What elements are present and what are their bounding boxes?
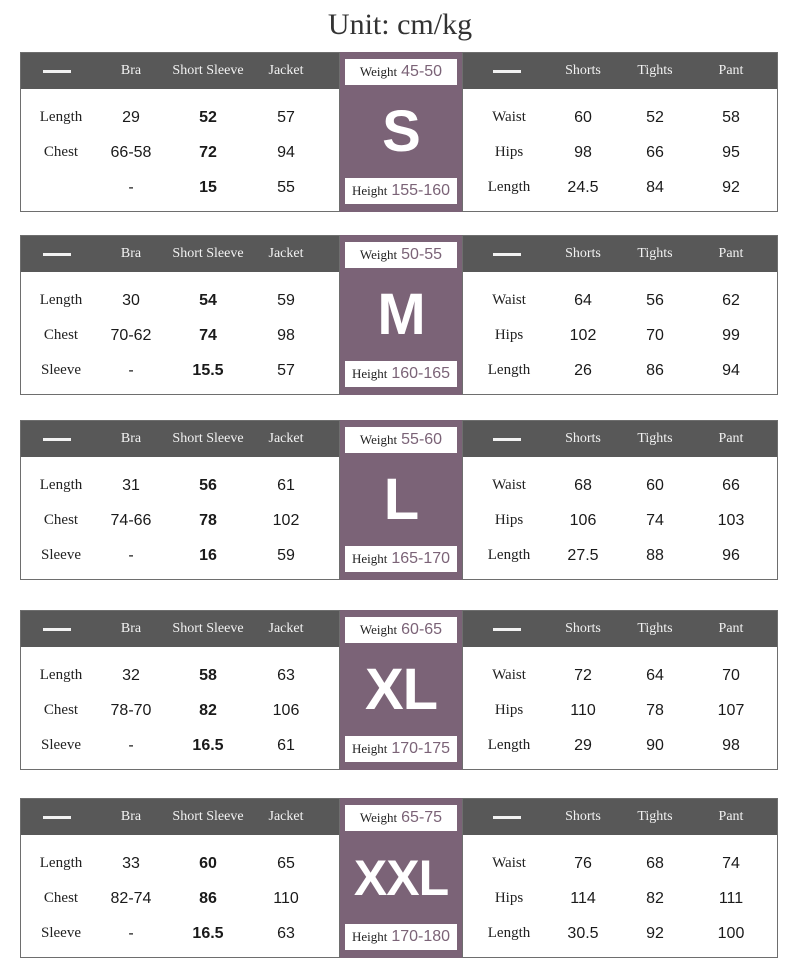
table-cell: - xyxy=(128,547,134,564)
table-cell: 76 xyxy=(574,855,592,872)
table-cell: 98 xyxy=(574,144,592,161)
table-cell: 103 xyxy=(717,512,745,529)
table-header xyxy=(21,236,339,272)
table-cell: 99 xyxy=(722,327,740,344)
weight-value: 50-55 xyxy=(401,246,443,263)
table-cell: 96 xyxy=(722,547,740,564)
height-value: 170-180 xyxy=(391,928,451,945)
dash-icon xyxy=(493,628,521,631)
table-cell: 74-66 xyxy=(110,512,152,529)
page-title: Unit: cm/kg xyxy=(327,8,473,41)
bottom-garments-table xyxy=(462,420,778,580)
height-value: 170-175 xyxy=(391,740,451,757)
table-cell: 94 xyxy=(277,144,295,161)
dash-icon xyxy=(493,438,521,441)
top-garments-table xyxy=(20,610,340,770)
dash-icon xyxy=(43,816,71,819)
table-cell: 102 xyxy=(272,512,300,529)
table-cell: 57 xyxy=(277,362,295,379)
table-cell: 16.5 xyxy=(192,925,224,942)
table-header xyxy=(463,611,777,647)
weight-label: Weight xyxy=(359,64,398,79)
table-cell: 63 xyxy=(277,667,295,684)
table-cell: 26 xyxy=(574,362,592,379)
table-cell: 16 xyxy=(199,547,217,564)
height-box xyxy=(345,924,457,950)
dash-icon xyxy=(43,70,71,73)
table-cell: 70 xyxy=(722,667,740,684)
size-panel xyxy=(340,235,462,395)
column-header: Bra xyxy=(120,809,142,824)
table-cell: 98 xyxy=(277,327,295,344)
row-label: Waist xyxy=(492,109,526,125)
table-cell: 55 xyxy=(277,179,295,196)
table-cell: 88 xyxy=(646,547,664,564)
row-label: Chest xyxy=(43,144,79,160)
row-label: Length xyxy=(487,547,531,563)
table-cell: 94 xyxy=(722,362,740,379)
row-label: Hips xyxy=(494,144,524,160)
top-garments-table xyxy=(20,52,340,212)
table-cell: - xyxy=(128,179,134,196)
table-cell: 82 xyxy=(646,890,664,907)
table-cell: 32 xyxy=(122,667,140,684)
table-cell: 33 xyxy=(122,855,140,872)
row-label: Length xyxy=(39,855,83,871)
row-label: Hips xyxy=(494,512,524,528)
column-header: Shorts xyxy=(565,63,601,78)
weight-value: 60-65 xyxy=(401,621,443,638)
row-label: Chest xyxy=(43,890,79,906)
row-label: Length xyxy=(487,925,531,941)
column-header: Shorts xyxy=(565,431,601,446)
column-header: Pant xyxy=(718,63,744,78)
row-label: Waist xyxy=(492,667,526,683)
row-label: Waist xyxy=(492,855,526,871)
table-cell: 59 xyxy=(277,292,295,309)
size-letter: XXL xyxy=(353,850,449,906)
table-cell: 62 xyxy=(722,292,740,309)
row-label: Waist xyxy=(492,477,526,493)
column-header: Jacket xyxy=(268,246,304,261)
table-header xyxy=(463,53,777,89)
row-label: Sleeve xyxy=(41,547,81,563)
table-cell: 82-74 xyxy=(110,890,152,907)
row-label: Hips xyxy=(494,702,524,718)
column-header: Pant xyxy=(718,809,744,824)
table-cell: 110 xyxy=(273,890,299,907)
column-header: Short Sleeve xyxy=(172,809,244,824)
size-block-s xyxy=(20,52,778,212)
table-cell: 86 xyxy=(199,890,217,907)
table-cell: 106 xyxy=(272,702,300,719)
bottom-garments-table xyxy=(462,235,778,395)
table-cell: 56 xyxy=(646,292,664,309)
table-cell: 15.5 xyxy=(192,362,224,379)
table-cell: 68 xyxy=(574,477,592,494)
table-cell: 52 xyxy=(646,109,664,126)
table-cell: 30 xyxy=(122,292,140,309)
table-cell: 66 xyxy=(722,477,740,494)
column-header: Tights xyxy=(637,431,673,446)
weight-box xyxy=(345,805,457,831)
weight-box xyxy=(345,617,457,643)
weight-label: Weight xyxy=(359,247,398,262)
column-header: Bra xyxy=(120,621,142,636)
bottom-garments-table xyxy=(462,52,778,212)
top-garments-table xyxy=(20,798,340,958)
table-cell: - xyxy=(128,362,134,379)
height-box xyxy=(345,178,457,204)
table-cell: 16.5 xyxy=(192,737,224,754)
table-cell: 29 xyxy=(574,737,592,754)
table-cell: 59 xyxy=(277,547,295,564)
table-cell: 30.5 xyxy=(567,925,599,942)
table-cell: 63 xyxy=(277,925,295,942)
table-cell: 78-70 xyxy=(110,702,152,719)
weight-value: 55-60 xyxy=(401,431,443,448)
column-header: Tights xyxy=(637,809,673,824)
column-header: Jacket xyxy=(268,809,304,824)
column-header: Jacket xyxy=(268,431,304,446)
dash-icon xyxy=(493,253,521,256)
table-cell: - xyxy=(128,925,134,942)
table-cell: 74 xyxy=(646,512,664,529)
row-label: Sleeve xyxy=(41,362,81,378)
bottom-garments-table xyxy=(462,798,778,958)
table-cell: 70-62 xyxy=(110,327,152,344)
row-label: Hips xyxy=(494,890,524,906)
table-cell: 90 xyxy=(646,737,664,754)
row-label: Length xyxy=(39,292,83,308)
size-block-xxl xyxy=(20,798,778,958)
table-cell: 98 xyxy=(722,737,740,754)
top-garments-table xyxy=(20,420,340,580)
size-panel xyxy=(340,798,462,958)
table-cell: 66-58 xyxy=(110,144,152,161)
column-header: Bra xyxy=(120,431,142,446)
table-cell: 61 xyxy=(277,477,295,494)
table-cell: 72 xyxy=(199,144,217,161)
table-cell: 92 xyxy=(722,179,740,196)
dash-icon xyxy=(43,628,71,631)
row-label: Sleeve xyxy=(41,737,81,753)
height-box xyxy=(345,546,457,572)
column-header: Jacket xyxy=(268,63,304,78)
table-cell: 92 xyxy=(646,925,664,942)
height-value: 165-170 xyxy=(391,550,451,567)
table-cell: 24.5 xyxy=(567,179,599,196)
table-cell: 106 xyxy=(569,512,597,529)
height-label: Height xyxy=(351,741,388,756)
height-box xyxy=(345,736,457,762)
table-cell: 100 xyxy=(717,925,745,942)
row-label: Chest xyxy=(43,512,79,528)
row-label: Length xyxy=(39,667,83,683)
height-label: Height xyxy=(351,183,388,198)
size-letter: S xyxy=(382,99,420,164)
weight-box xyxy=(345,59,457,85)
table-header xyxy=(463,799,777,835)
table-cell: 107 xyxy=(717,702,745,719)
size-letter: M xyxy=(377,282,425,347)
column-header: Pant xyxy=(718,246,744,261)
row-label: Chest xyxy=(43,327,79,343)
table-cell: - xyxy=(128,737,134,754)
row-label: Length xyxy=(39,477,83,493)
weight-label: Weight xyxy=(359,622,398,637)
table-cell: 15 xyxy=(199,179,217,196)
table-cell: 58 xyxy=(722,109,740,126)
table-cell: 78 xyxy=(199,512,217,529)
row-label: Length xyxy=(39,109,83,125)
table-cell: 84 xyxy=(646,179,664,196)
table-cell: 60 xyxy=(646,477,664,494)
row-label: Hips xyxy=(494,327,524,343)
table-cell: 102 xyxy=(569,327,597,344)
table-header xyxy=(21,799,339,835)
height-value: 160-165 xyxy=(391,365,451,382)
height-value: 155-160 xyxy=(391,182,451,199)
column-header: Jacket xyxy=(268,621,304,636)
table-cell: 68 xyxy=(646,855,664,872)
table-header xyxy=(463,236,777,272)
table-cell: 54 xyxy=(199,292,217,309)
table-cell: 111 xyxy=(718,890,744,907)
column-header: Pant xyxy=(718,621,744,636)
column-header: Bra xyxy=(120,246,142,261)
weight-box xyxy=(345,242,457,268)
column-header: Shorts xyxy=(565,621,601,636)
table-cell: 70 xyxy=(646,327,664,344)
weight-value: 65-75 xyxy=(401,809,443,826)
table-cell: 72 xyxy=(574,667,592,684)
size-block-xl xyxy=(20,610,778,770)
table-cell: 65 xyxy=(277,855,295,872)
bottom-garments-table xyxy=(462,610,778,770)
table-header xyxy=(21,421,339,457)
table-cell: 61 xyxy=(277,737,295,754)
table-cell: 86 xyxy=(646,362,664,379)
table-cell: 60 xyxy=(199,855,217,872)
dash-icon xyxy=(493,70,521,73)
table-cell: 74 xyxy=(722,855,740,872)
column-header: Short Sleeve xyxy=(172,246,244,261)
table-cell: 31 xyxy=(122,477,140,494)
column-header: Short Sleeve xyxy=(172,63,244,78)
column-header: Shorts xyxy=(565,246,601,261)
row-label: Length xyxy=(487,737,531,753)
weight-label: Weight xyxy=(359,810,398,825)
row-label: Waist xyxy=(492,292,526,308)
row-label: Length xyxy=(487,362,531,378)
table-cell: 27.5 xyxy=(567,547,599,564)
size-panel xyxy=(340,52,462,212)
height-label: Height xyxy=(351,551,388,566)
table-cell: 64 xyxy=(646,667,664,684)
column-header: Tights xyxy=(637,63,673,78)
table-cell: 57 xyxy=(277,109,295,126)
column-header: Short Sleeve xyxy=(172,431,244,446)
size-letter: L xyxy=(383,467,419,532)
column-header: Bra xyxy=(120,63,142,78)
height-box xyxy=(345,361,457,387)
table-cell: 114 xyxy=(570,890,596,907)
weight-label: Weight xyxy=(359,432,398,447)
table-header xyxy=(21,53,339,89)
row-label: Length xyxy=(487,179,531,195)
dash-icon xyxy=(43,253,71,256)
weight-box xyxy=(345,427,457,453)
column-header: Short Sleeve xyxy=(172,621,244,636)
table-header xyxy=(463,421,777,457)
weight-value: 45-50 xyxy=(401,63,443,80)
column-header: Tights xyxy=(637,246,673,261)
height-label: Height xyxy=(351,929,388,944)
size-panel xyxy=(340,610,462,770)
height-label: Height xyxy=(351,366,388,381)
column-header: Shorts xyxy=(565,809,601,824)
size-letter: XL xyxy=(364,657,438,722)
row-label: Chest xyxy=(43,702,79,718)
dash-icon xyxy=(43,438,71,441)
column-header: Tights xyxy=(637,621,673,636)
column-header: Pant xyxy=(718,431,744,446)
table-cell: 58 xyxy=(199,667,217,684)
table-cell: 52 xyxy=(199,109,217,126)
dash-icon xyxy=(493,816,521,819)
table-cell: 29 xyxy=(122,109,140,126)
table-cell: 78 xyxy=(646,702,664,719)
table-cell: 82 xyxy=(199,702,217,719)
size-panel xyxy=(340,420,462,580)
top-garments-table xyxy=(20,235,340,395)
size-block-m xyxy=(20,235,778,395)
table-header xyxy=(21,611,339,647)
table-cell: 64 xyxy=(574,292,592,309)
table-cell: 60 xyxy=(574,109,592,126)
table-cell: 56 xyxy=(199,477,217,494)
table-cell: 110 xyxy=(570,702,596,719)
table-cell: 66 xyxy=(646,144,664,161)
size-block-l xyxy=(20,420,778,580)
table-cell: 74 xyxy=(199,327,217,344)
row-label: Sleeve xyxy=(41,925,81,941)
table-cell: 95 xyxy=(722,144,740,161)
